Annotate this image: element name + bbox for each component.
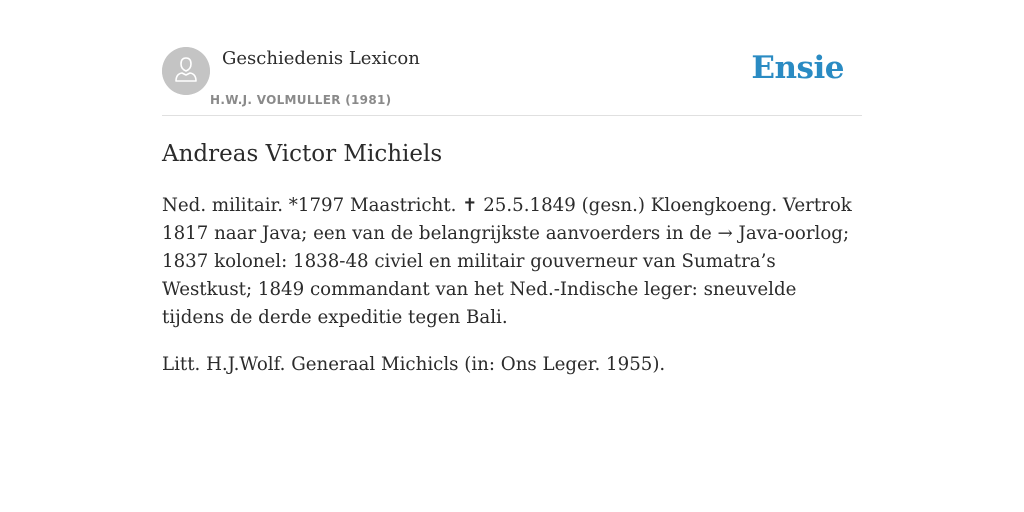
entry-text-part-3: Java-oorlog; 1837 kolonel: 1838-48 civiel en militair gouverneur van Sumatra’s Westkust; 1849 commandant van het Ned.-Indische leger: sneuvelde tijdens de derde expeditie tegen Bali. (162, 223, 850, 328)
ensie-logo[interactable]: Ensie (751, 50, 844, 86)
cross-reference-arrow-icon[interactable]: → (717, 223, 733, 244)
author-credit[interactable]: H.W.J. VOLMULLER (1981) (210, 93, 392, 107)
user-avatar-icon[interactable] (162, 47, 210, 95)
entry-text-part-1: Ned. militair. *1797 Maastricht. (162, 195, 463, 216)
entry-title: Andreas Victor Michiels (162, 141, 443, 167)
entry-body (162, 192, 862, 332)
literature-reference: Litt. H.J.Wolf. Generaal Michicls (in: Ons Leger. 1955). (162, 354, 666, 375)
lexicon-header (162, 46, 862, 116)
entry-text-part-2: 25.5.1849 (gesn.) Kloengkoeng. Vertrok 1817 naar Java; een van de belangrijkste aanvoerders in de (162, 195, 852, 244)
death-symbol: ✝ (462, 195, 478, 216)
book-title-link[interactable]: Geschiedenis Lexicon (222, 48, 420, 69)
